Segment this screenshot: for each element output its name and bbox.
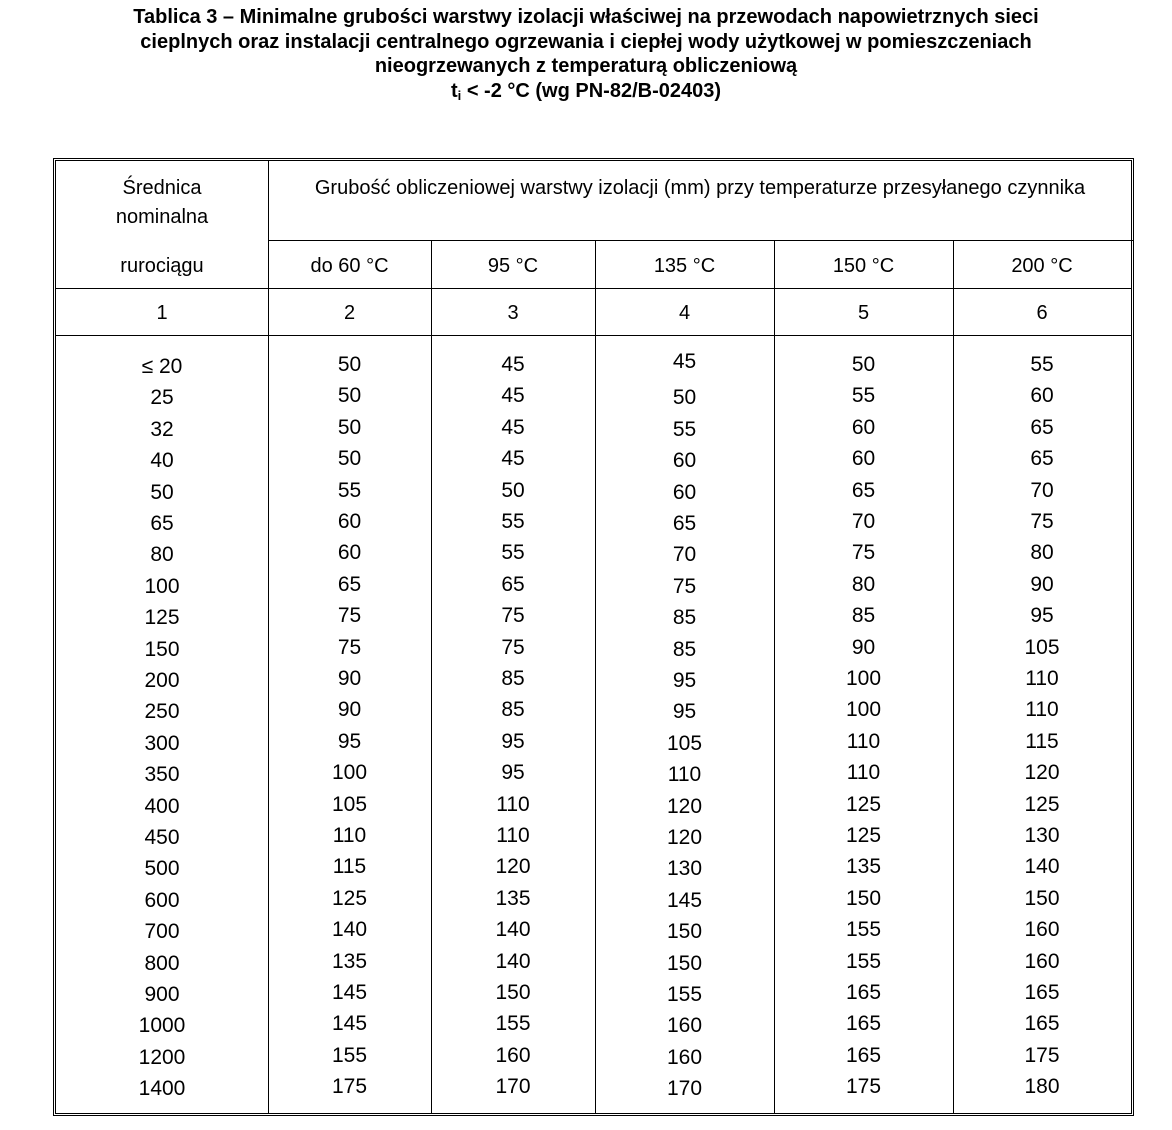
thickness-cell: 105	[1024, 635, 1060, 659]
thickness-cell: 80	[851, 572, 876, 596]
thickness-cell: 150	[666, 920, 703, 944]
title-line-4	[0, 79, 1172, 109]
thickness-cell: 155	[495, 1012, 531, 1036]
thickness-cell: 55	[501, 510, 525, 533]
thickness-cell: 70	[672, 543, 697, 567]
thickness-cell: 175	[1024, 1043, 1060, 1067]
thickness-cell: 85	[672, 637, 697, 661]
thickness-cell: 55	[501, 541, 525, 565]
title-line-2: cieplnych oraz instalacji centralnego ogrzewania i ciepłej wody użytkowej w pomieszczeniach	[140, 30, 1032, 53]
diameter-cell: 150	[144, 637, 180, 661]
title-subscript: i	[457, 87, 462, 103]
thickness-cell: 165	[845, 1043, 882, 1067]
thickness-cell: 145	[331, 1012, 368, 1036]
header-temp-135: 135 °C	[653, 255, 716, 277]
thickness-cell: 125	[845, 792, 882, 816]
thickness-cell: 50	[337, 353, 362, 376]
diameter-cell: 400	[144, 794, 180, 818]
thickness-cell: 65	[1030, 447, 1054, 471]
thickness-cell: 60	[672, 449, 697, 473]
column-number-4: 4	[678, 302, 691, 324]
header-diameter	[56, 174, 268, 232]
column-number-6: 6	[1036, 302, 1048, 324]
diameter-cell: 50	[150, 480, 174, 504]
thickness-cell: 45	[501, 447, 525, 471]
diameter-cell: 250	[144, 700, 180, 724]
thickness-cell: 55	[851, 384, 876, 408]
thickness-cell: 50	[337, 384, 362, 408]
thickness-cell: 45	[501, 415, 525, 439]
thickness-cell: 110	[496, 824, 530, 847]
thickness-cell: 110	[846, 729, 881, 753]
header-temp-200: 200 °C	[1011, 255, 1073, 277]
thickness-cell: 60	[337, 510, 362, 533]
thickness-cell: 120	[666, 826, 703, 849]
thickness-cell: 110	[667, 763, 702, 787]
thickness-cell: 65	[501, 572, 525, 596]
thickness-cell: 150	[845, 886, 882, 910]
thickness-cell: 90	[337, 667, 362, 690]
diameter-cell: 450	[144, 826, 180, 849]
diameter-cell: 500	[144, 857, 180, 881]
rule-header-bottom	[56, 288, 1131, 289]
thickness-cell: 50	[337, 447, 362, 471]
diameter-cell: 80	[150, 543, 174, 567]
diameter-cell: 40	[150, 449, 174, 473]
thickness-cell: 100	[845, 667, 882, 690]
thickness-cell: 120	[1024, 761, 1060, 785]
thickness-cell: 165	[845, 981, 882, 1004]
thickness-cell: 160	[666, 1045, 703, 1069]
thickness-cell: 150	[666, 951, 703, 975]
thickness-cell: 175	[845, 1075, 882, 1099]
thickness-cell: 140	[495, 918, 531, 942]
thickness-cell: 50	[501, 478, 525, 502]
thickness-cell: 75	[337, 635, 362, 659]
diameter-cell: 32	[150, 417, 174, 441]
thickness-cell: 65	[851, 478, 876, 502]
diameter-cell: 1000	[138, 1014, 186, 1038]
diameter-cell: ≤ 20	[141, 355, 183, 378]
thickness-cell: 160	[666, 1014, 703, 1038]
diameter-cell: 800	[144, 951, 180, 975]
diameter-cell: 900	[144, 983, 180, 1006]
thickness-cell: 110	[496, 792, 530, 816]
column-number-2: 2	[343, 302, 356, 324]
thickness-cell: 150	[495, 981, 531, 1004]
thickness-cell: 125	[331, 886, 368, 910]
thickness-cell: 80	[1030, 541, 1054, 565]
thickness-cell: 110	[1025, 698, 1059, 722]
header-temp-60: do 60 °C	[310, 255, 389, 277]
table-title	[0, 5, 1172, 108]
diameter-cell: 200	[144, 669, 180, 692]
thickness-cell: 70	[1030, 478, 1054, 502]
column-number-5: 5	[857, 302, 870, 324]
column-number-3: 3	[507, 302, 519, 324]
thickness-cell: 180	[1024, 1075, 1060, 1099]
thickness-cell: 75	[501, 604, 525, 628]
thickness-cell: 125	[845, 824, 882, 847]
thickness-cell: 95	[1030, 604, 1054, 628]
thickness-cell: 140	[495, 949, 531, 973]
diameter-cell: 125	[144, 606, 180, 630]
thickness-cell: 55	[1030, 353, 1054, 376]
diameter-cell: 1200	[138, 1045, 186, 1069]
header-temp-150: 150 °C	[832, 255, 895, 277]
thickness-cell: 85	[851, 604, 876, 628]
thickness-cell: 85	[672, 606, 697, 630]
thickness-cell: 85	[501, 667, 525, 690]
thickness-cell: 110	[1025, 667, 1059, 690]
thickness-cell: 135	[845, 855, 882, 879]
thickness-cell: 70	[851, 510, 876, 533]
thickness-cell: 75	[501, 635, 525, 659]
thickness-cell: 50	[851, 353, 876, 376]
thickness-cell: 60	[851, 447, 876, 471]
header-diameter-line-1: Średnica	[122, 177, 202, 199]
thickness-cell: 95	[501, 729, 525, 753]
thickness-cell: 95	[501, 761, 525, 785]
thickness-cell: 110	[846, 761, 881, 785]
thickness-cell: 85	[501, 698, 525, 722]
header-thickness: Grubość obliczeniowej warstwy izolacji (mm) przy temperaturze przesyłanego czynnika	[314, 177, 1086, 199]
header-diameter-line-2: nominalna	[115, 206, 209, 228]
thickness-cell: 50	[337, 415, 362, 439]
thickness-cell: 75	[1030, 510, 1054, 533]
thickness-cell: 170	[495, 1075, 531, 1099]
thickness-cell: 55	[672, 417, 697, 441]
diameter-cell: 25	[150, 386, 174, 410]
thickness-cell: 165	[1024, 981, 1060, 1004]
thickness-cell: 140	[331, 918, 368, 942]
thickness-cell: 110	[332, 824, 367, 847]
thickness-cell: 90	[337, 698, 362, 722]
thickness-cell: 75	[337, 604, 362, 628]
thickness-cell: 115	[332, 855, 367, 879]
thickness-cell: 130	[1024, 824, 1060, 847]
thickness-cell: 60	[851, 415, 876, 439]
thickness-cell: 95	[672, 669, 697, 692]
thickness-cell: 155	[845, 949, 882, 973]
thickness-cell: 145	[666, 888, 703, 912]
thickness-cell: 160	[495, 1043, 531, 1067]
thickness-cell: 65	[1030, 415, 1054, 439]
thickness-cell: 50	[672, 386, 697, 410]
thickness-cell: 155	[331, 1043, 368, 1067]
thickness-cell: 45	[501, 384, 525, 408]
thickness-cell: 65	[337, 572, 362, 596]
thickness-cell: 120	[495, 855, 531, 879]
diameter-cell: 350	[144, 763, 180, 787]
thickness-cell: 100	[845, 698, 882, 722]
thickness-cell: 45	[501, 353, 525, 376]
thickness-cell: 90	[1030, 572, 1054, 596]
title-line-3: nieogrzewanych z temperaturą obliczeniową	[374, 55, 798, 77]
thickness-cell: 125	[1024, 792, 1060, 816]
thickness-cell: 105	[666, 731, 703, 755]
thickness-cell: 135	[331, 949, 368, 973]
title-t: t	[450, 79, 458, 102]
thickness-cell: 175	[331, 1075, 368, 1099]
thickness-cell: 120	[666, 794, 703, 818]
thickness-cell: 95	[337, 729, 362, 753]
thickness-cell: 100	[331, 761, 368, 785]
diameter-cell: 700	[144, 920, 180, 944]
diameter-cell: 600	[144, 888, 180, 912]
thickness-cell: 155	[666, 983, 703, 1006]
diameter-cell: 300	[144, 731, 180, 755]
diameter-cell: 1400	[138, 1077, 186, 1101]
thickness-cell: 75	[672, 574, 697, 598]
rule-header-split	[268, 240, 1134, 241]
thickness-cell: 60	[337, 541, 362, 565]
thickness-cell: 160	[1024, 918, 1060, 942]
thickness-cell: 45	[672, 350, 697, 373]
thickness-cell: 135	[495, 886, 531, 910]
thickness-cell: 150	[1024, 886, 1060, 910]
thickness-cell: 60	[1030, 384, 1054, 408]
diameter-cell: 100	[144, 574, 180, 598]
thickness-cell: 95	[672, 700, 697, 724]
thickness-cell: 170	[666, 1077, 703, 1101]
thickness-cell: 155	[845, 918, 882, 942]
thickness-cell: 60	[672, 480, 697, 504]
thickness-cell: 165	[1024, 1012, 1060, 1036]
thickness-cell: 165	[845, 1012, 882, 1036]
title-line-4-rest: < -2 °C (wg PN-82/B-02403)	[461, 79, 722, 102]
thickness-cell: 75	[851, 541, 876, 565]
thickness-cell: 65	[672, 512, 697, 535]
rule-numbers-bottom	[56, 335, 1131, 336]
thickness-cell: 90	[851, 635, 876, 659]
thickness-cell: 140	[1024, 855, 1060, 879]
column-number-1: 1	[156, 302, 168, 324]
thickness-cell: 55	[337, 478, 362, 502]
thickness-cell: 130	[666, 857, 703, 881]
thickness-cell: 160	[1024, 949, 1060, 973]
header-diameter-line-3: rurociągu	[120, 255, 204, 277]
thickness-cell: 115	[1025, 729, 1059, 753]
diameter-cell: 65	[150, 512, 174, 535]
title-line-1: Tablica 3 – Minimalne grubości warstwy izolacji właściwej na przewodach napowietrznych sieci	[133, 6, 1039, 28]
thickness-cell: 145	[331, 981, 368, 1004]
header-temp-95: 95 °C	[487, 255, 539, 277]
thickness-cell: 105	[331, 792, 368, 816]
